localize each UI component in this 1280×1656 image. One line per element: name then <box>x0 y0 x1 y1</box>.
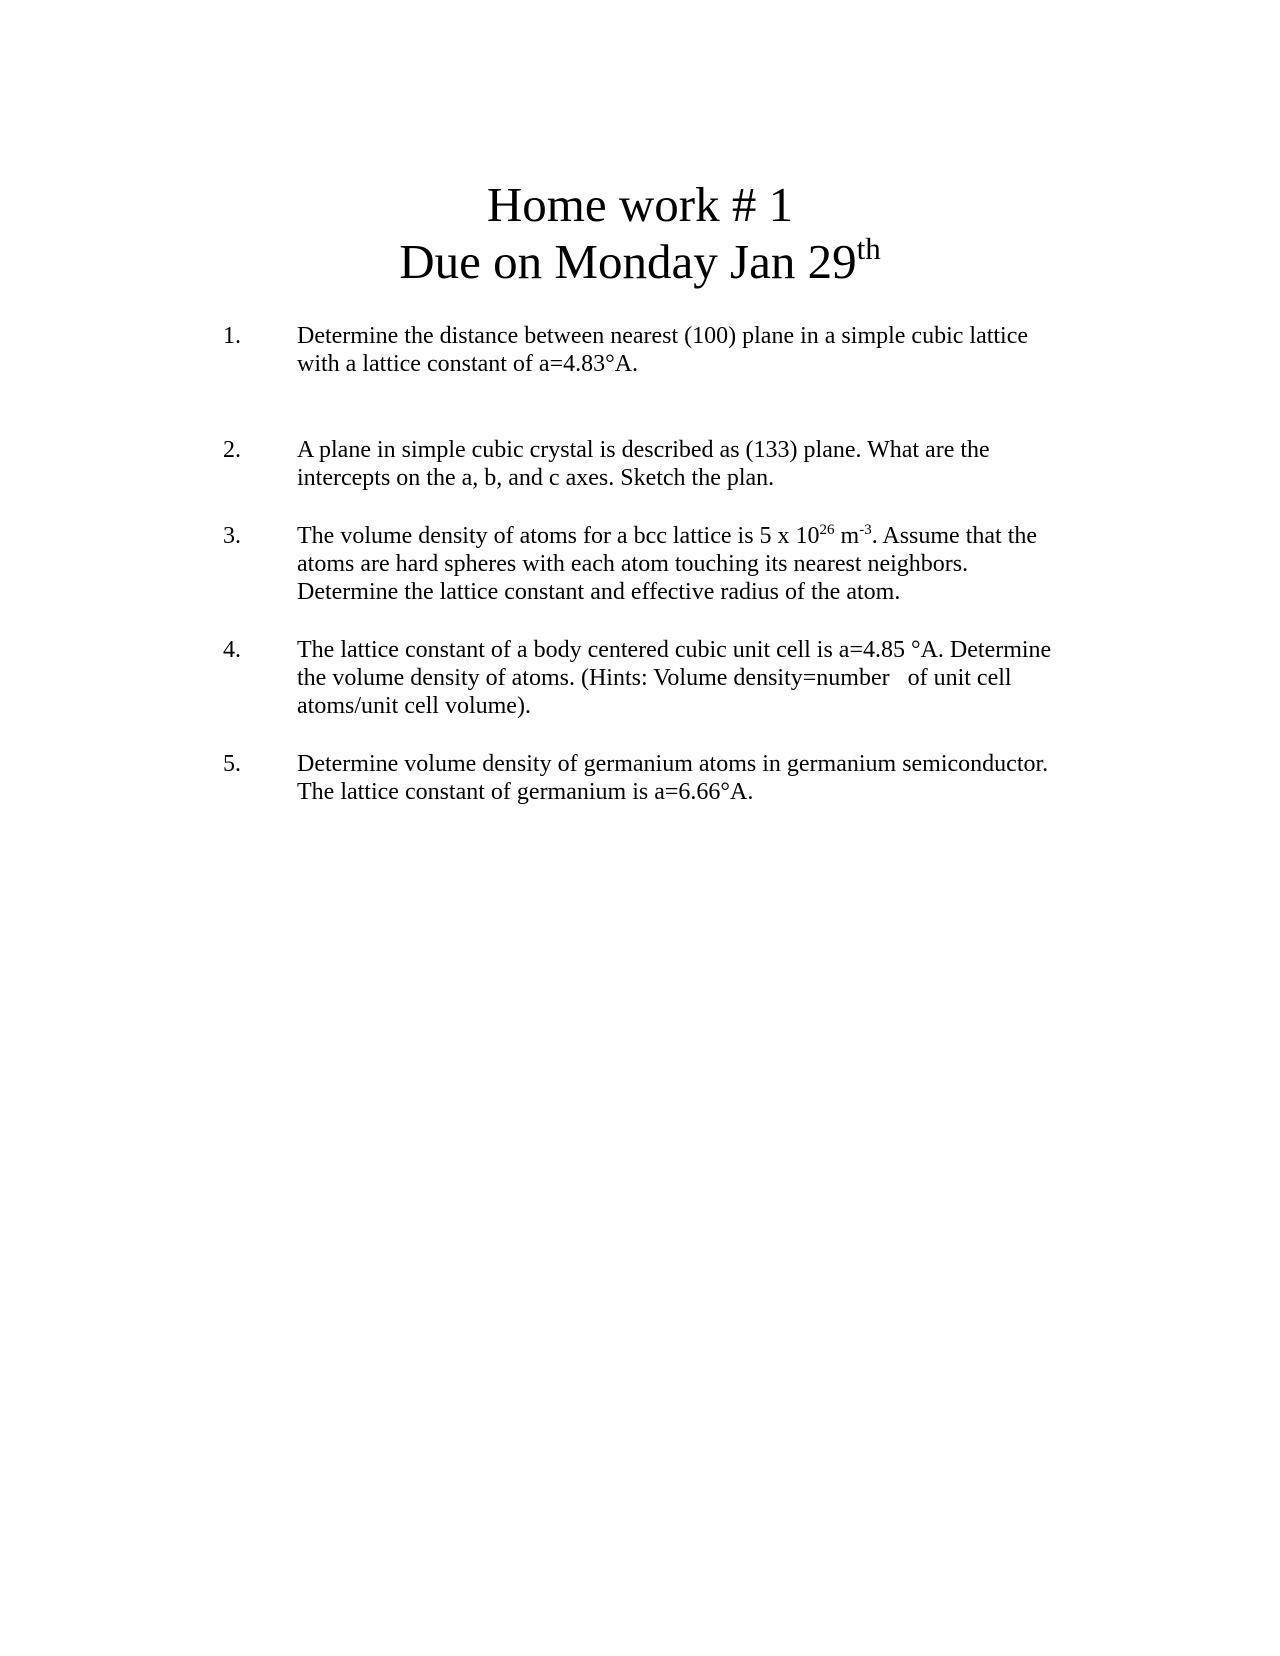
title-line-2 <box>0 233 1280 290</box>
exponent-superscript: 26 <box>819 522 835 538</box>
question-text <box>297 522 1087 606</box>
question-number: 2. <box>223 437 241 463</box>
question-line: Determine the lattice constant and effective radius of the atom. <box>297 579 901 605</box>
question-text-segment: The volume density of atoms for a bcc lattice is 5 x 10 <box>297 523 820 549</box>
question-text <box>297 436 1087 492</box>
question-text <box>297 636 1087 720</box>
question-line: with a lattice constant of a=4.83°A. <box>297 351 639 377</box>
question-line: atoms are hard spheres with each atom touching its nearest neighbors. <box>297 551 969 577</box>
question-text-segment: . Assume that the <box>871 523 1038 549</box>
question-line: atoms/unit cell volume). <box>297 693 531 719</box>
question-text <box>297 750 1087 806</box>
question-line: The lattice constant of a body centered cubic unit cell is a=4.85 °A. Determine <box>297 637 1052 663</box>
title-line-1: Home work # 1 <box>486 177 794 232</box>
due-date-text: Due on Monday Jan 29 <box>399 234 857 289</box>
question-line: The lattice constant of germanium is a=6.66°A. <box>297 779 754 805</box>
question-line <box>297 522 1087 550</box>
question-number: 3. <box>223 523 241 549</box>
question-line: Determine volume density of germanium atoms in germanium semiconductor. <box>297 751 1049 777</box>
question-text-segment: m <box>834 523 860 549</box>
question-text <box>297 322 1087 378</box>
unit-superscript: -3 <box>859 522 872 538</box>
question-line: Determine the distance between nearest (100) plane in a simple cubic lattice <box>297 323 1029 349</box>
question-line: intercepts on the a, b, and c axes. Sketch the plan. <box>297 465 775 491</box>
due-date-superscript: th <box>856 231 881 266</box>
document-title <box>0 176 1280 290</box>
question-number: 1. <box>223 323 241 349</box>
question-number: 5. <box>223 751 241 777</box>
question-number: 4. <box>223 637 241 663</box>
question-line: the volume density of atoms. (Hints: Volume density=number of unit cell <box>297 665 1012 691</box>
question-line: A plane in simple cubic crystal is described as (133) plane. What are the <box>297 437 990 463</box>
